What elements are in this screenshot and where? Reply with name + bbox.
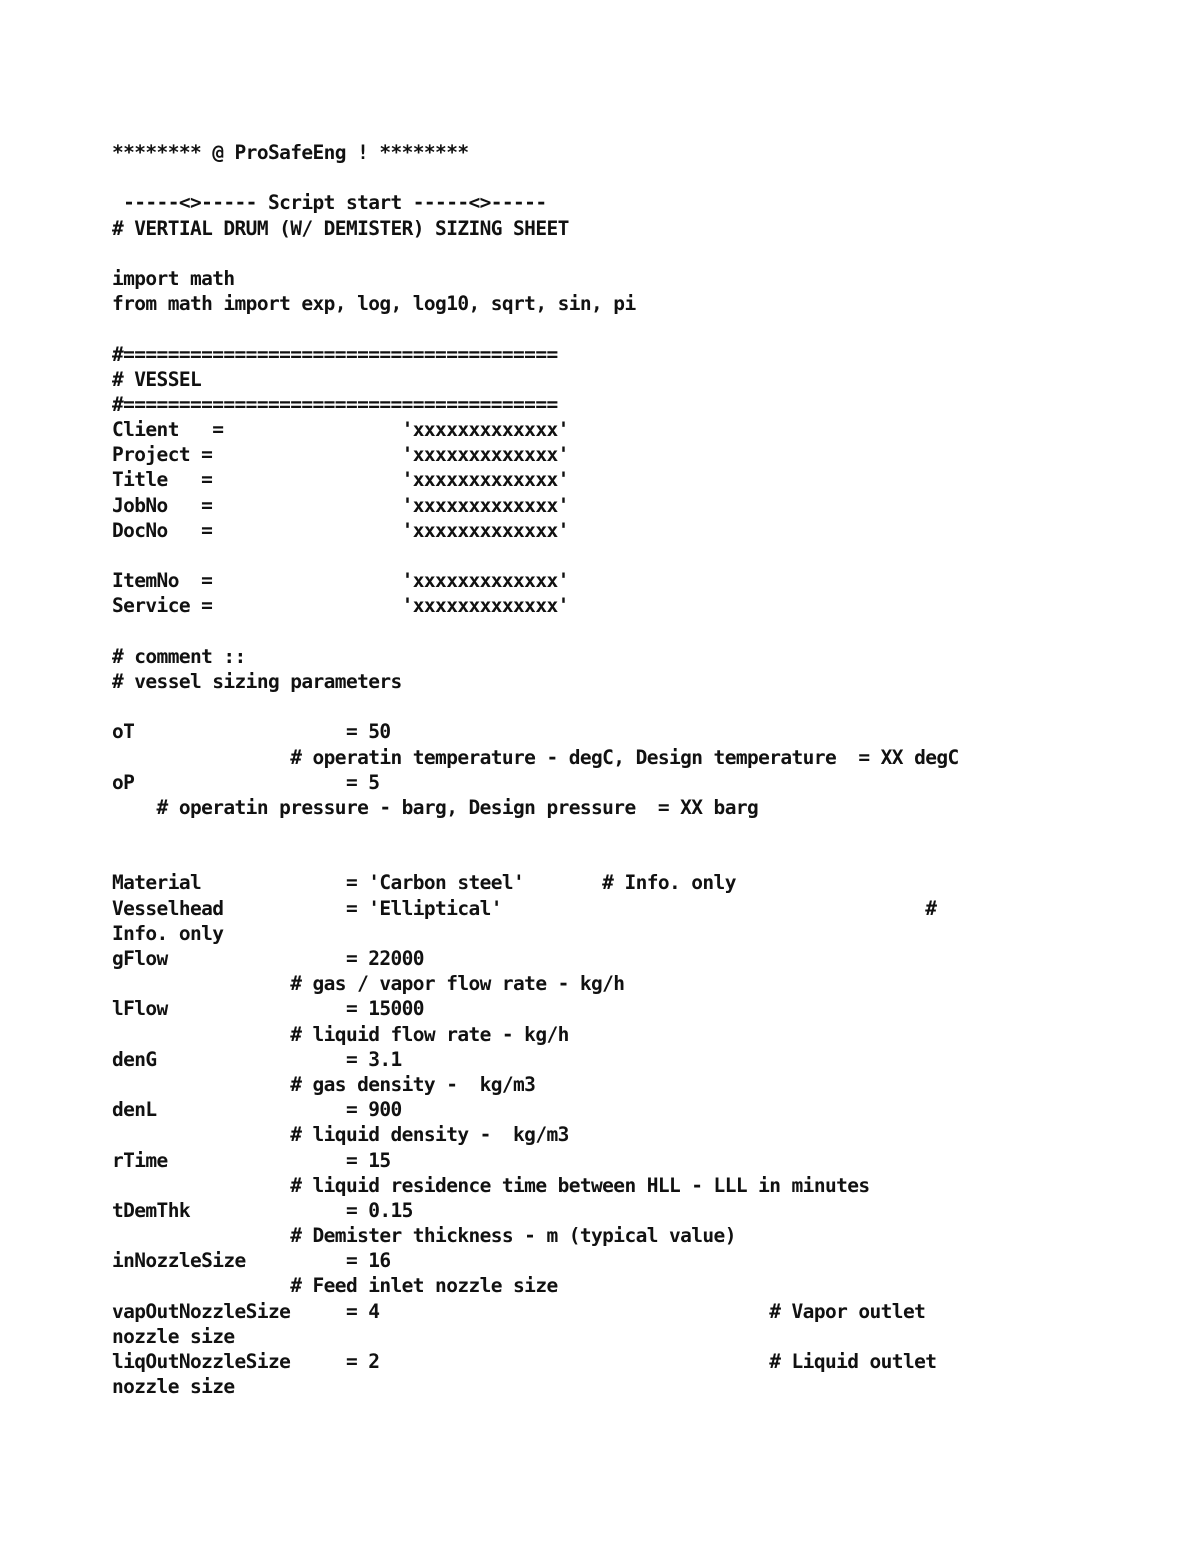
tdemthk-line: tDemThk = 0.15 <box>112 1198 413 1222</box>
vessel-section-heading: # VESSEL <box>112 367 202 391</box>
vesselhead-wrap: Info. only <box>112 921 224 945</box>
lflow-comment: # liquid flow rate - kg/h <box>112 1022 569 1046</box>
comment-line: # comment :: <box>112 644 246 668</box>
rtime-comment: # liquid residence time between HLL - LLL in minutes <box>112 1173 870 1197</box>
op-line: oP = 5 <box>112 770 380 794</box>
op-comment: # operatin pressure - barg, Design pressure = XX barg <box>112 795 759 819</box>
blank-line <box>112 694 1112 719</box>
ot-line: oT = 50 <box>112 720 391 744</box>
script-start-marker: -----<>----- Script start -----<>----- <box>112 191 547 215</box>
rtime-line: rTime = 15 <box>112 1148 391 1172</box>
sheet-title-comment: # VERTIAL DRUM (W/ DEMISTER) SIZING SHEET <box>112 216 569 240</box>
itemno-line: ItemNo = 'xxxxxxxxxxxxx' <box>112 569 569 593</box>
separator-line: #======================================= <box>112 392 558 416</box>
material-line: Material = 'Carbon steel' # Info. only <box>112 871 736 895</box>
ot-comment: # operatin temperature - degC, Design temperature = XX degC <box>112 745 959 769</box>
denl-line: denL = 900 <box>112 1098 402 1122</box>
jobno-line: JobNo = 'xxxxxxxxxxxxx' <box>112 493 569 517</box>
import-line: import math <box>112 266 235 290</box>
blank-line <box>112 316 1112 341</box>
docno-line: DocNo = 'xxxxxxxxxxxxx' <box>112 518 569 542</box>
project-line: Project = 'xxxxxxxxxxxxx' <box>112 443 569 467</box>
deng-line: denG = 3.1 <box>112 1047 402 1071</box>
innozzlesize-line: inNozzleSize = 16 <box>112 1249 391 1273</box>
lflow-line: lFlow = 15000 <box>112 997 424 1021</box>
deng-comment: # gas density - kg/m3 <box>112 1072 536 1096</box>
header-banner: ******** @ ProSafeEng ! ******** <box>112 141 469 164</box>
script-text <box>112 140 1112 1399</box>
vapoutnozzlesize-wrap: nozzle size <box>112 1324 235 1348</box>
comment-line: # vessel sizing parameters <box>112 669 402 693</box>
blank-line <box>112 820 1112 845</box>
tdemthk-comment: # Demister thickness - m (typical value) <box>112 1224 736 1248</box>
blank-line <box>112 165 1112 190</box>
client-line: Client = 'xxxxxxxxxxxxx' <box>112 418 569 442</box>
blank-line <box>112 619 1112 644</box>
innozzlesize-comment: # Feed inlet nozzle size <box>112 1274 558 1298</box>
denl-comment: # liquid density - kg/m3 <box>112 1123 569 1147</box>
blank-line <box>112 241 1112 266</box>
gflow-line: gFlow = 22000 <box>112 947 424 970</box>
liqoutnozzlesize-wrap: nozzle size <box>112 1375 235 1399</box>
liqoutnozzlesize-line: liqOutNozzleSize = 2 # Liquid outlet <box>112 1350 937 1373</box>
gflow-comment: # gas / vapor flow rate - kg/h <box>112 972 625 996</box>
blank-line <box>112 543 1112 568</box>
vapoutnozzlesize-line: vapOutNozzleSize = 4 # Vapor outlet <box>112 1299 926 1323</box>
service-line: Service = 'xxxxxxxxxxxxx' <box>112 594 569 618</box>
blank-line <box>112 845 1112 870</box>
separator-line: #======================================= <box>112 342 558 366</box>
title-line: Title = 'xxxxxxxxxxxxx' <box>112 468 569 492</box>
from-import-line: from math import exp, log, log10, sqrt, sin, pi <box>112 292 636 316</box>
vesselhead-line: Vesselhead = 'Elliptical' # <box>112 896 937 920</box>
